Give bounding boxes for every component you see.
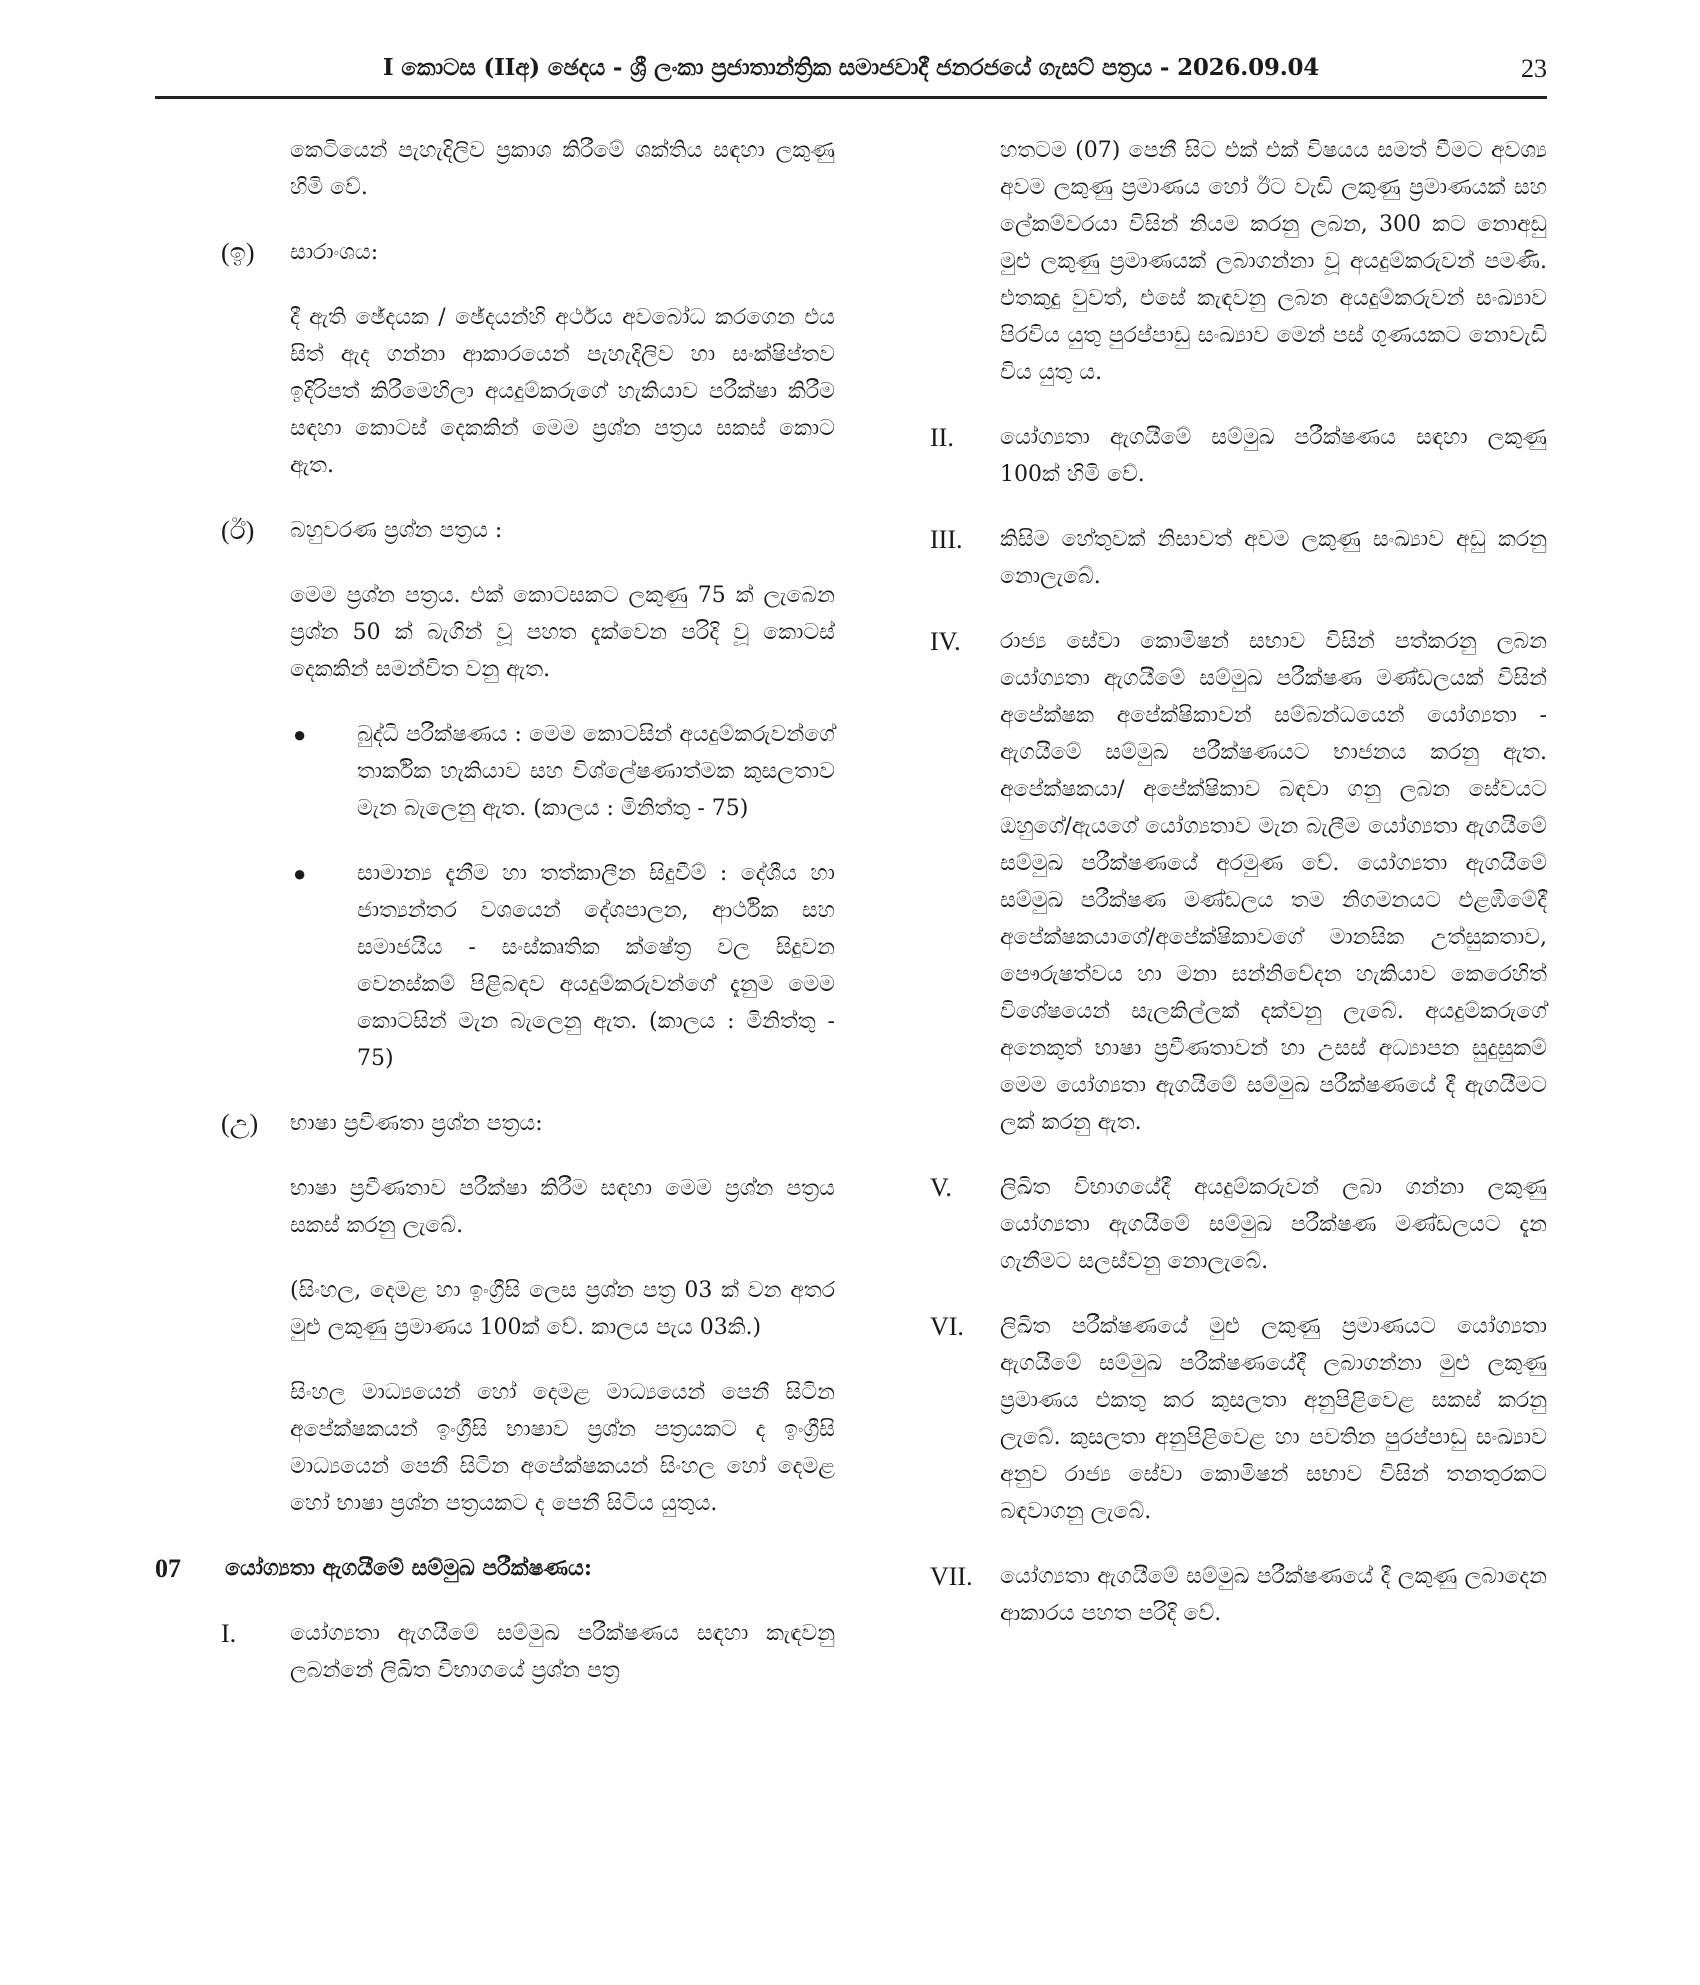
section-07-heading — [155, 1550, 835, 1587]
page-number: 23 — [1521, 54, 1547, 83]
roman-marker: V. — [930, 1173, 952, 1202]
bullet-text: සාමාන්‍ය දැනීම හා තත්කාලීන සිදුවීම් : දේශීය හා ජාත්‍යන්තර වශයෙන් දේශපාලන, ආර්ථික සහ සමාජයීය - සංස්කෘතික ක්ෂේත්‍ර වල සිදුවන වෙනස්කම් පිළිබඳව අයදුම්කරුවන්ගේ දැනුම මෙම කොටසින් මැන බැලෙනු ඇත. (කාලය : මිනිත්තු - 75) — [357, 861, 835, 1071]
bullet-item — [155, 716, 835, 827]
item-i-body: දී ඇති ඡේදයක / ඡේදයන්හි අර්ථය අවබෝධ කරගෙන එය සිත් ඇද ගන්නා ආකාරයෙන් පැහැදිලිව හා සංක්ෂිප්තව ඉදිරිපත් කිරීමෙහිලා අයදුම්කරුගේ හැකියාව පරීක්ෂා කිරීම සඳහා කොටස් දෙකකින් මෙම ප්‍රශ්න පත්‍රය සකස් කොට ඇත. — [290, 305, 835, 478]
roman-item-II — [930, 419, 1547, 493]
continued-paragraph: හතටම (07) පෙනී සිට එක් එක් විෂයය සමත් වීමට අවශ්‍ය අවම ලකුණු ප්‍රමාණය හෝ ඊට වැඩි ලකුණු ප්‍රමාණයක් සහ ලේකම්වරයා විසින් නියම කරනු ලබන, 300 කට නොඅඩු මුළු ලකුණු ප්‍රමාණයක් ලබාගන්නා වූ අයදුම්කරුවන් පමණි. එතකුදු වුවත්, එසේ කැඳවනු ලබන අයදුම්කරුවන් සංඛ්‍යාව පිරවිය යුතු පුරප්පාඩු සංඛ්‍යාව මෙන් පස් ගුණයකට නොවැඩි විය යුතු ය. — [1000, 138, 1547, 385]
item-heading: බහුවරණ ප්‍රශ්න පත්‍රය : — [290, 518, 503, 543]
item-u-body-3: සිංහල මාධ්‍යයෙන් හෝ දෙමළ මාධ්‍යයෙන් පෙනී සිටින අපේක්ෂකයන් ඉංග්‍රීසි භාෂාව ප්‍රශ්න පත්‍රයකට ද ඉංග්‍රීසි මාධ්‍යයෙන් පෙනී සිටින අපේක්ෂකයන් සිංහල හෝ දෙමළ හෝ භාෂා ප්‍රශ්න පත්‍රයකට ද පෙනී සිටිය යුතුය. — [290, 1380, 835, 1516]
roman-item-I — [155, 1615, 835, 1689]
item-u-heading — [155, 1105, 835, 1142]
roman-item-V — [930, 1169, 1547, 1280]
roman-text: යෝග්‍යතා ඇගයීමේ සම්මුඛ පරීක්ෂණය සඳහා ලකුණු 100ක් හිමි වේ. — [1000, 425, 1547, 487]
item-heading: සාරාංශය: — [290, 240, 379, 265]
section-number: 07 — [155, 1554, 181, 1583]
roman-text: ලිඛිත විභාගයේදී අයදුම්කරුවන් ලබා ගන්නා ලකුණු යෝග්‍යතා ඇගයීමේ සම්මුඛ පරීක්ෂණ මණ්ඩලයට දැන ගැනීමට සලස්වනු නොලැබේ. — [1000, 1175, 1547, 1274]
roman-text: යෝග්‍යතා ඇගයීමේ සම්මුඛ පරීක්ෂණය සඳහා කැඳවනු ලබන්නේ ලිඛිත විභාගයේ ප්‍රශ්න පත්‍ර — [290, 1621, 835, 1683]
roman-marker: II. — [930, 423, 954, 452]
item-heading: භාෂා ප්‍රවීණතා ප්‍රශ්න පත්‍රය: — [290, 1111, 543, 1136]
roman-marker: VII. — [930, 1562, 973, 1591]
left-column — [155, 132, 835, 1717]
item-i-heading — [155, 234, 835, 271]
roman-item-VII — [930, 1558, 1547, 1632]
intro-paragraph: කෙටියෙන් පැහැදිලිව ප්‍රකාශ කිරීමේ ශක්තිය සඳහා ලකුණු හිමි වේ. — [290, 138, 835, 200]
bullet-text: බුද්ධි පරීක්ෂණය : මෙම කොටසින් අයදුම්කරුවන්ගේ තාර්කික හැකියාව සහ විශ්ලේෂණාත්මක කුසලතාව මැන බැලෙනු ඇත. (කාලය : මිනිත්තු - 75) — [357, 722, 835, 821]
item-u-body-1: භාෂා ප්‍රවීණතාව පරීක්ෂා කිරීම සඳහා මෙම ප්‍රශ්න පත්‍රය සකස් කරනු ලැබේ. — [290, 1176, 835, 1238]
bullet-icon: ● — [293, 722, 307, 747]
item-marker: (ඉ) — [221, 238, 255, 267]
roman-text: යෝග්‍යතා ඇගයීමේ සම්මුඛ පරීක්ෂණයේ දී ලකුණු ලබාදෙන ආකාරය පහත පරිදි වේ. — [1000, 1564, 1547, 1626]
roman-item-IV — [930, 623, 1547, 1141]
item-u-body-2: (සිංහල, දෙමළ හා ඉංග්‍රීසි ලෙස ප්‍රශ්න පත්‍ර 03 ක් වන අතර මුළු ලකුණු ප්‍රමාණය 100ක් වේ. කාලය පැය 03කි.) — [290, 1278, 835, 1340]
section-title: යෝග්‍යතා ඇගයීමේ සම්මුඛ පරීක්ෂණය: — [225, 1555, 592, 1581]
roman-text: කිසිම හේතුවක් නිසාවත් අවම ලකුණු සංඛ්‍යාව අඩු කරනු නොලැබේ. — [1000, 527, 1547, 589]
roman-marker: III. — [930, 525, 963, 554]
roman-item-III — [930, 521, 1547, 595]
roman-text: ලිඛිත පරීක්ෂණයේ මුළු ලකුණු ප්‍රමාණයට යෝග්‍යතා ඇගයීමේ සම්මුඛ පරීක්ෂණයේදී ලබාගන්නා මුළු ලකුණු ප්‍රමාණය එකතු කර කුසලතා අනුපිළිවෙළ සකස් කරනු ලැබේ. කුසලතා අනුපිළිවෙළ හා පවතින පුරප්පාඩු සංඛ්‍යාව අනුව රාජ්‍ය සේවා කොමිෂන් සභාව විසින් තනතුරකට බඳවාගනු ලැබේ. — [1000, 1314, 1547, 1524]
bullet-icon: ● — [293, 861, 307, 886]
item-ii-heading — [155, 512, 835, 549]
item-ii-body: මෙම ප්‍රශ්න පත්‍රය. එක් කොටසකට ලකුණු 75 ක් ලැබෙන ප්‍රශ්න 50 ක් බැගින් වූ පහත දැක්වෙන පරිදි වූ කොටස් දෙකකින් සමන්විත වනු ඇත. — [290, 583, 835, 682]
roman-marker: I. — [221, 1619, 237, 1648]
right-column — [930, 132, 1547, 1660]
bullet-item — [155, 855, 835, 1077]
header-title: I කොටස (IIඅ) ඡෙදය - ශ්‍රී ලංකා ප්‍රජාතාන්ත්‍රික සමාජවාදී ජනරජයේ ගැසට් පත්‍රය - 2026.09.04 — [382, 54, 1320, 81]
item-marker: (ඊ) — [221, 516, 255, 545]
item-marker: (උ) — [221, 1109, 259, 1138]
roman-marker: IV. — [930, 627, 961, 656]
page-header — [155, 52, 1547, 99]
roman-text: රාජ්‍ය සේවා කොමිෂන් සභාව විසින් පත්කරනු ලබන යෝග්‍යතා ඇගයීමේ සම්මුඛ පරීක්ෂණ මණ්ඩලයක් විසින් අපේක්ෂක අපේක්ෂිකාවන් සම්බන්ධයෙන් යෝග්‍යතා - ඇගයීමේ සම්මුඛ පරීක්ෂණයට භාජනය කරනු ඇත. අපේක්ෂකයා/ අපේක්ෂිකාව බඳවා ගනු ලබන සේවයට ඔහුගේ/ඇයගේ යෝග්‍යතාව මැන බැලීම යෝග්‍යතා ඇගයීමේ සම්මුඛ පරීක්ෂණයේ අරමුණ වේ. යෝග්‍යතා ඇගයීමේ සම්මුඛ පරීක්ෂණ මණ්ඩලය තම නිගමනයට එළඹීමේදී අපේක්ෂකයාගේ/අපේක්ෂිකාවගේ මානසික උත්සුකතාව, පෞරුෂත්වය හා මනා සන්නිවේදන හැකියාව කෙරෙහිත් විශේෂයෙන් සැලකිල්ලක් දක්වනු ලැබේ. අයදුම්කරුගේ අනෙකුත් භාෂා ප්‍රවීණතාවන් හා උසස් අධ්‍යාපන සුදුසුකම් මෙම යෝග්‍යතා ඇගයීමේ සම්මුඛ පරීක්ෂණයේ දී ඇගයීමට ලක් කරනු ඇත. — [1000, 629, 1547, 1135]
roman-item-VI — [930, 1308, 1547, 1530]
roman-marker: VI. — [930, 1312, 964, 1341]
